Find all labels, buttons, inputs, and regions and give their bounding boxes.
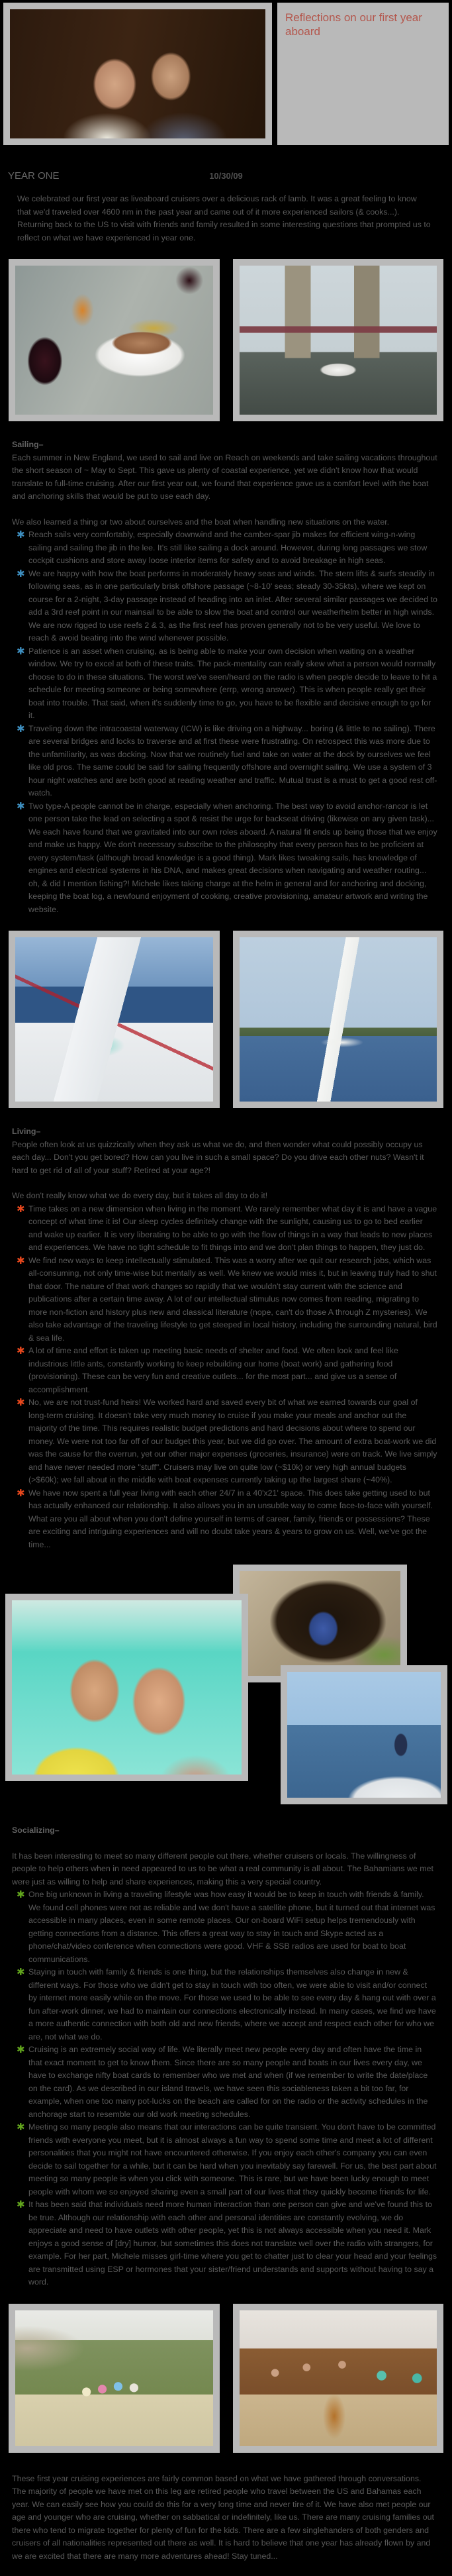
foredeck-photo-frame [9,931,220,1108]
asterisk-bullet-icon: ✱ [17,645,28,658]
bullet-item [12,568,437,645]
meta-row [0,170,452,182]
asterisk-bullet-icon: ✱ [17,2121,28,2134]
header [0,0,452,145]
foredeck-sails-photo [15,937,213,1102]
bullet-item [12,1255,437,1345]
catamaran-drawbridge-photo [240,266,437,415]
bullet-item [12,1345,437,1396]
section-socializing [12,1824,437,2289]
asterisk-bullet-icon: ✱ [17,800,28,813]
photo-row-dinner-bridge [0,259,452,421]
bullet-item [12,2043,437,2121]
bullet-text: We find new ways to keep intellectually stimulated. This was a worry after we quit our research jobs, which was all-consuming, not only time-wise but mentally as well. We knew we would miss it, but in leaving truly had to shut that door. The nature of that work changes so rapidly that we wouldn't stay current with the science and publications after a certain time away. A lot of our intellectual stimulus now comes from reading, migrating to more non-fiction and history plus new and classical literature (nope, can't do those A through Z mysteries). We also take advantage of the traveling lifestyle to get steeped in local history, including the surrounding natural, bird & sea life. [28,1255,437,1345]
entry-date: 10/30/09 [0,171,452,181]
bullet-text: We are happy with how the boat performs in moderately heavy seas and winds. The stern lifts & surfs steadily in following seas, as in one particularly brisk offshore passage (~8-10' seas; steady 30-35kts), where we kept on course for a 2-night, 3-day passage instead of heading into an inlet. After several similar passages we decided to add a 3rd reef point in our mainsail to be able to slow the boat and control our weatherhelm better in high winds. We are now rigged to use reefs 2 & 3, as the first reef has proven generally not to be very useful. We love to reach & avoid beating into the wind whenever possible. [28,568,437,645]
bullet-text: Patience is an asset when cruising, as is being able to make your own decision when waiting on a weather window. We try to excel at both of these traits. The pack-mentality can really skew what a person would normally choose to do in these situations. The worst we've seen/heard on the radio is when people decide to leave to hit a schedule for meeting someone or being somewhere (errp, wrong answer). This is when people really get their boat into trouble. That said, when it's suddenly time to go, you have to be flexible and decisive enough to go for it. [28,645,437,723]
bullet-text: A lot of time and effort is taken up meeting basic needs of shelter and food. We often look and feel like industrious little ants, constantly working to keep rebuilding our home (boat work) and gathering food (provisioning). These can be very fun and creative outlets... for the most part... and give us a sense of accomplishment. [28,1345,437,1396]
year-label: YEAR ONE [8,170,60,181]
asterisk-bullet-icon: ✱ [17,1255,28,1268]
asterisk-bullet-icon: ✱ [17,529,28,542]
photo-row-sailing [0,931,452,1108]
bullet-text: One big unknown in living a traveling lifestyle was how easy it would be to keep in touch with friends & family. We found cell phones were not as reliable and we don't have a satellite phone, but it turned out that internet was accessible in many places, even in some remote places. Our on-board WiFi setup helps tremendously with getting connections from a distance. This offers a great way to stay in touch and Skype acted as a phone/chat/video conference when connections were good. VHF & SSB radios are used for boat to boat communications. [28,1888,437,1966]
bullet-text: Reach sails very comfortably, especially downwind and the camber-spar jib makes for efficient wing-n-wing sailing and sailing the jib in the lee. It's still like sailing a dock around. However, during long passages we stow cockpit cushions and store away loose interior items for safety and to avoid breakage in high seas. [28,529,437,568]
bullet-item [12,723,437,800]
section-sailing [12,438,437,916]
bullet-item [12,2121,437,2198]
bullet-text: Cruising is an extremely social way of life. We literally meet new people every day and often have the time in that exact moment to get to know them. Since there are so many people and boats in our lives every day, we have to exchange nifty boat cards to remember who we met and when (if we remember to write the date/place on the card). As we described in our island travels, we have seen this sociableness taken a bit too far, for example, when one too many pot-lucks on the beach are called for on the radio or the activity schedules in the anchorage start to resemble our old work meeting schedules. [28,2043,437,2121]
closing-paragraph: These first year cruising experiences are fairly common based on what we have gathered through conversations. The majority of people we have met on this leg are retired people who travel between the US and Bahamas each year. We can easily see how you could do this for a very long time and never tire of it. We have also met people our age and younger who are cruising, whether on sabbatical or indefinitely, like us. There are many cruising families out there who tend to migrate together for plenty of fun for the kids. There are a few singlehanders of both genders and cruisers of all nationalities represented out there as well. It is hard to believe that one year has already flown by and we are excited that there are many more adventures ahead! Stay tuned... [12,2473,435,2576]
bullet-item [12,800,437,917]
asterisk-bullet-icon: ✱ [17,1396,28,1410]
dinner-photo-frame [9,259,220,421]
bullet-item [12,1888,437,1966]
bullet-item [12,1396,437,1487]
asterisk-bullet-icon: ✱ [17,2043,28,2057]
section-living [12,1125,437,1551]
intro-paragraph: We celebrated our first year as liveaboard cruisers over a delicious rack of lamb. It was a great feeling to know that we'd traveled over 4600 nm in the past year and came out of it more experienced sailors (& cooks...). Returning back to the US to visit with friends and family resulted in some interesting questions that prompted us to reflect on what we have experienced in year one. [17,193,432,244]
asterisk-bullet-icon: ✱ [17,1203,28,1216]
sailing-lead: We also learned a thing or two about ourselves and the boat when handling new situations on the water. [12,516,437,529]
mark-in-cave-photo [240,1571,400,1676]
rack-of-lamb-photo [15,266,213,415]
title-panel [277,3,449,145]
couple-selfie-photo [12,1600,242,1775]
selfie-photo-frame [5,1594,248,1781]
bullet-item [12,2198,437,2289]
bullet-item [12,1487,437,1552]
drawbridge-photo-frame [233,259,444,421]
asterisk-bullet-icon: ✱ [17,1888,28,1902]
sailing-heading: Sailing– [12,438,437,452]
cabin-photo-frame [233,2304,444,2453]
bullet-text: We have now spent a full year living with each other 24/7 in a 40'x21' space. This does take getting used to but has actually enhanced our relationship. It also allows you in an unsubtle way to come face-to-face with yourself. What are you all about when you don't define yourself in terms of career, family, friends or possessions? These are exciting and intriguing experiences and will no doubt take years & years to grow on us. Well, we've got the time... [28,1487,437,1552]
beach-potluck-photo [15,2310,213,2446]
living-paragraph: People often look at us quizzically when they ask us what we do, and then wonder what could possibly occupy us each day... Don't you get bored? How can you live in such a small space? Do you drive each other nuts? Wasn't it hard to get rid of all of your stuff? Retired at your age?! [12,1139,437,1178]
living-bullet-list [12,1203,437,1552]
socializing-heading: Socializing– [12,1824,437,1837]
bullet-text: Staying in touch with family & friends is one thing, but the relationships themselves also change in new & different ways. For those who we didn't get to stay in touch with too often, we were able to visit and/or connect by internet more easily while on the move. For those we used to be able to see every day & hang out with over a fun after-work dinner, we had to maintain our connections electronically instead. In many cases, we find we have a more authentic connection with both old and new friends, where we accept and respect each other for who we are, not what we do. [28,1966,437,2043]
socializing-paragraph: It has been interesting to meet so many different people out there, whether cruisers or locals. The willingness of people to help others when in need appeared to us to be what a real community is all about. The Bahamians we met were just as willing to help and share experiences, making this a very special country. [12,1850,437,1889]
bullet-text: Time takes on a new dimension when living in the moment. We rarely remember what day it is and have a vague concept of what time it is! Our sleep cycles definitely change with the sunlight, causing us to go to bed earlier and wake up earlier. It is very liberating to be able to go with the flow of things in a way that leads to new places and experiences. We have no tight schedule to fit things into and we don't plan things to happen, they just do. [28,1203,437,1255]
bullet-item [12,645,437,723]
asterisk-bullet-icon: ✱ [17,568,28,581]
bullet-text: Meeting so many people also means that our interactions can be quite transient. You don't have to be committed friends with everyone you meet, but it is almost always a fun way to spend some time and meet a lot of different personalities that you might not have encountered otherwise. If you enjoy each other's company you can even decide to sail together for a while, but it can be hard when you inevitably say farewell. For us, the best part about meeting so many people is when you click with someone. This is rare, but we have been lucky enough to meet people with whom we so enjoyed sharing even a small part of our lives that they quickly become friends for life. [28,2121,437,2198]
bullet-text: It has been said that individuals need more human interaction than one person can give and we've found this to be true. Although our relationship with each other and personal identities are constantly evolving, we do appreciate and need to have outlets with other people, yet this is not always accessible when you need it. Mark enjoys a good sense of [dry] humor, but sometimes this does not translate well over the radio with strangers, for example. For her part, Michele misses girl-time where you get to chatter just to clear your head and your feelings are transmitted using ESP or hormones that your sister/friend understands and supports without having to say a word. [28,2198,437,2289]
cabin-dinner-photo [240,2310,437,2446]
socializing-bullet-list [12,1888,437,2289]
header-photo-frame [3,3,272,145]
couple-restaurant-photo [10,9,265,138]
michele-on-bow-photo [287,1672,441,1798]
bullet-text: Two type-A people cannot be in charge, especially when anchoring. The best way to avoid anchor-rancor is let one person take the lead on selecting a spot & resist the urge for backseat driving (likewise on any given task)... We each have found that we gravitated into our own roles aboard. A natural fit ends up being those that we enjoy and make us happy. We don't necessary subscribe to the philosophy that every person has to be proficient at every system/task (although broad knowledge is a good thing). Mark likes tweaking sails, has knowledge of engines and electrical systems in his DNA, and makes great decisions when navigating and weather routing... oh, & did I mention fishing?! Michele likes taking charge at the helm in general and for anchoring and docking, keeping the boat log, a newfound enjoyment of cooking, creative provisioning, amateur artwork and writing the website. [28,800,437,917]
catamaran-sailing-photo [240,937,437,1102]
bow-seat-photo-frame [281,1665,447,1804]
sailing-bullet-list [12,529,437,916]
bullet-text: No, we are not trust-fund heirs! We worked hard and saved every bit of what we earned towards our goal of long-term cruising. It doesn't take very much money to cruise if you make your meals and anchor out the majority of the time. This requires realistic budget predictions and hard decisions about where to spend our money. We were not too far off of our budget this year, but we did go over. The amount of extra boat-work we did was the cause for the overrun, yet our other major expenses (groceries, insurance) were on track. We live simply and have never needed more "stuff". Cruisers may live on quite low (~$10k) or very high annual budgets (>$60k); we fall about in the middle with boat expenses currently taking up the largest share (~40%). [28,1396,437,1487]
asterisk-bullet-icon: ✱ [17,2198,28,2212]
bullet-item [12,529,437,568]
living-lead: We don't really know what we do every day, but it takes all day to do it! [12,1190,437,1203]
page-title: Reflections on our first year aboard [285,11,441,39]
photo-row-social [0,2304,452,2453]
bullet-item [12,1203,437,1255]
asterisk-bullet-icon: ✱ [17,1966,28,1979]
sailing-paragraph: Each summer in New England, we used to sail and live on Reach on weekends and take sailing vacations throughout the short season of ~ May to Sept. This gave us plenty of coastal experience, yet we didn't know how that would translate to full-time cruising. After our first year out, we found that experience gave us a comfort level with the boat and anchoring skills that would be put to use each day. [12,452,437,503]
asterisk-bullet-icon: ✱ [17,723,28,736]
asterisk-bullet-icon: ✱ [17,1345,28,1358]
beach-photo-frame [9,2304,220,2453]
asterisk-bullet-icon: ✱ [17,1487,28,1500]
bullet-item [12,1966,437,2043]
bullet-text: Traveling down the intracoastal waterway (ICW) is like driving on a highway... boring (& little to no sailing). There are several bridges and locks to traverse and at first these were frustrating. On retrospect this was more due to the unfamiliarity, as was docking. Now that we routinely fuel and take on water at the dock by ourselves we feel like old pros. The same could be said for sailing frequently offshore and overnight sailing. We use a system of 3 hour night watches and are both good at reading weather and traffic. Mutual trust is a must to get a good rest off-watch. [28,723,437,800]
living-heading: Living– [12,1125,437,1139]
photo-collage [0,1565,452,1807]
catamaran-photo-frame [233,931,444,1108]
